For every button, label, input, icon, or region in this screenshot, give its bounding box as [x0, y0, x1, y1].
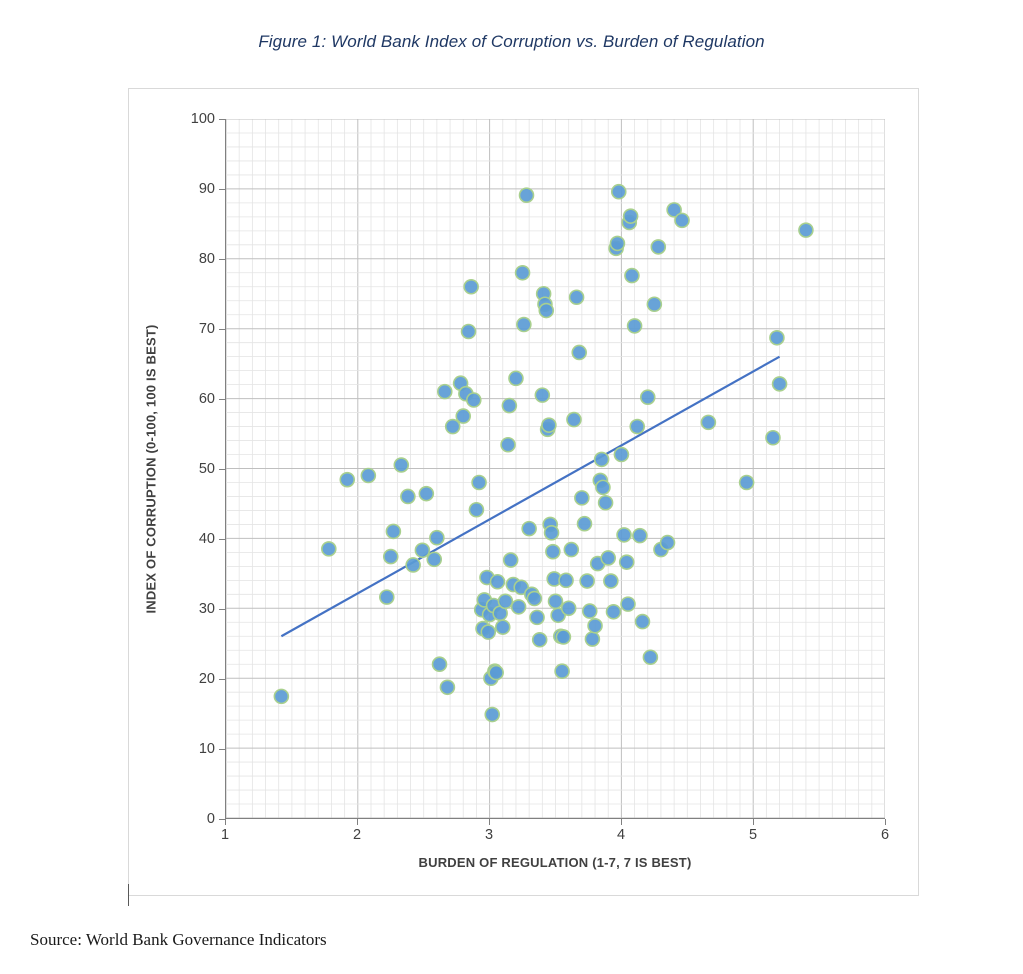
scatter-point	[446, 420, 460, 434]
scatter-point	[406, 558, 420, 572]
scatter-point	[520, 188, 534, 202]
y-tick-mark	[219, 329, 225, 330]
scatter-point	[628, 319, 642, 333]
scatter-point	[522, 522, 536, 536]
y-tick-label: 60	[198, 391, 215, 407]
y-tick-mark	[219, 749, 225, 750]
y-tick-label: 70	[198, 321, 215, 337]
scatter-point	[380, 590, 394, 604]
scatter-point	[491, 575, 505, 589]
scatter-point	[567, 413, 581, 427]
scatter-point	[799, 223, 813, 237]
scatter-point	[641, 390, 655, 404]
scatter-point	[527, 592, 541, 606]
scatter-point	[555, 664, 569, 678]
scatter-point	[419, 487, 433, 501]
scatter-point	[542, 418, 556, 432]
scatter-point	[610, 236, 624, 250]
scatter-point	[643, 650, 657, 664]
scatter-point	[530, 610, 544, 624]
scatter-point	[516, 266, 530, 280]
scatter-point	[433, 657, 447, 671]
scatter-point	[675, 213, 689, 227]
scatter-point	[430, 531, 444, 545]
scatter-point	[546, 545, 560, 559]
y-tick-label: 90	[198, 181, 215, 197]
scatter-point	[599, 496, 613, 510]
scatter-point	[614, 448, 628, 462]
scatter-point	[401, 489, 415, 503]
scatter-point	[509, 371, 523, 385]
x-tick-mark	[885, 819, 886, 825]
scatter-point	[545, 526, 559, 540]
scatter-point	[386, 524, 400, 538]
y-tick-mark	[219, 119, 225, 120]
scatter-point	[467, 393, 481, 407]
scatter-point	[580, 574, 594, 588]
y-tick-label: 30	[198, 601, 215, 617]
scatter-point	[562, 601, 576, 615]
scatter-point	[572, 345, 586, 359]
scatter-point	[535, 388, 549, 402]
scatter-point	[438, 385, 452, 399]
y-tick-label: 0	[206, 811, 215, 827]
y-tick-mark	[219, 609, 225, 610]
scatter-point	[617, 528, 631, 542]
x-tick-label: 4	[616, 827, 626, 843]
scatter-point	[472, 475, 486, 489]
scatter-point	[340, 473, 354, 487]
scatter-point	[533, 633, 547, 647]
scatter-point	[740, 475, 754, 489]
scatter-point	[770, 331, 784, 345]
scatter-point	[462, 325, 476, 339]
scatter-point	[496, 620, 510, 634]
scatter-point	[607, 605, 621, 619]
y-tick-label: 100	[190, 111, 215, 127]
scatter-point	[612, 185, 626, 199]
y-tick-label: 50	[198, 461, 215, 477]
scatter-point	[481, 625, 495, 639]
scatter-point	[556, 630, 570, 644]
scatter-point	[588, 619, 602, 633]
x-tick-mark	[753, 819, 754, 825]
scatter-point	[274, 689, 288, 703]
chart-container	[128, 88, 919, 896]
y-tick-label: 10	[198, 741, 215, 757]
page-rule	[128, 884, 129, 906]
scatter-point	[570, 290, 584, 304]
x-axis-title: BURDEN OF REGULATION (1-7, 7 IS BEST)	[418, 855, 692, 870]
figure-title: Figure 1: World Bank Index of Corruption vs. Burden of Regulation	[258, 32, 765, 51]
y-tick-mark	[219, 399, 225, 400]
source-note: Source: World Bank Governance Indicators	[30, 930, 327, 949]
scatter-point	[549, 594, 563, 608]
y-tick-mark	[219, 679, 225, 680]
scatter-point	[625, 269, 639, 283]
y-tick-label: 40	[198, 531, 215, 547]
x-tick-label: 1	[220, 827, 230, 843]
plot-area	[225, 119, 885, 819]
scatter-point	[635, 615, 649, 629]
scatter-point	[647, 297, 661, 311]
scatter-point	[601, 551, 615, 565]
scatter-point	[394, 458, 408, 472]
scatter-point	[384, 550, 398, 564]
scatter-point	[504, 553, 518, 567]
scatter-point	[512, 600, 526, 614]
y-tick-mark	[219, 259, 225, 260]
scatter-point	[701, 415, 715, 429]
y-tick-label: 80	[198, 251, 215, 267]
scatter-point	[361, 469, 375, 483]
scatter-point	[578, 517, 592, 531]
y-tick-label: 20	[198, 671, 215, 687]
scatter-point	[596, 480, 610, 494]
scatter-point	[427, 552, 441, 566]
y-tick-mark	[219, 539, 225, 540]
scatter-point	[456, 409, 470, 423]
y-tick-mark	[219, 469, 225, 470]
scatter-plot-points	[226, 119, 885, 818]
scatter-point	[502, 399, 516, 413]
scatter-point	[485, 708, 499, 722]
scatter-point	[773, 377, 787, 391]
x-tick-mark	[489, 819, 490, 825]
scatter-point	[498, 594, 512, 608]
scatter-point	[517, 318, 531, 332]
scatter-point	[559, 573, 573, 587]
y-tick-mark	[219, 189, 225, 190]
scatter-point	[621, 597, 635, 611]
x-tick-mark	[225, 819, 226, 825]
scatter-point	[469, 503, 483, 517]
scatter-point	[633, 529, 647, 543]
scatter-point	[415, 543, 429, 557]
y-axis-title: INDEX OF CORRUPTION (0-100, 100 IS BEST)	[143, 324, 159, 614]
x-tick-label: 6	[880, 827, 890, 843]
x-tick-label: 5	[748, 827, 758, 843]
scatter-point	[564, 543, 578, 557]
x-tick-label: 3	[484, 827, 494, 843]
scatter-point	[539, 304, 553, 318]
x-tick-mark	[357, 819, 358, 825]
scatter-point	[585, 632, 599, 646]
scatter-point	[766, 431, 780, 445]
scatter-point	[620, 555, 634, 569]
scatter-point	[464, 280, 478, 294]
scatter-point	[575, 491, 589, 505]
scatter-point	[630, 420, 644, 434]
scatter-point	[604, 574, 618, 588]
x-tick-mark	[621, 819, 622, 825]
scatter-point	[501, 438, 515, 452]
scatter-point	[661, 536, 675, 550]
scatter-point	[595, 452, 609, 466]
scatter-point	[624, 209, 638, 223]
scatter-point	[440, 680, 454, 694]
scatter-point	[489, 666, 503, 680]
x-tick-label: 2	[352, 827, 362, 843]
scatter-point	[583, 604, 597, 618]
scatter-point	[322, 542, 336, 556]
scatter-point	[651, 240, 665, 254]
